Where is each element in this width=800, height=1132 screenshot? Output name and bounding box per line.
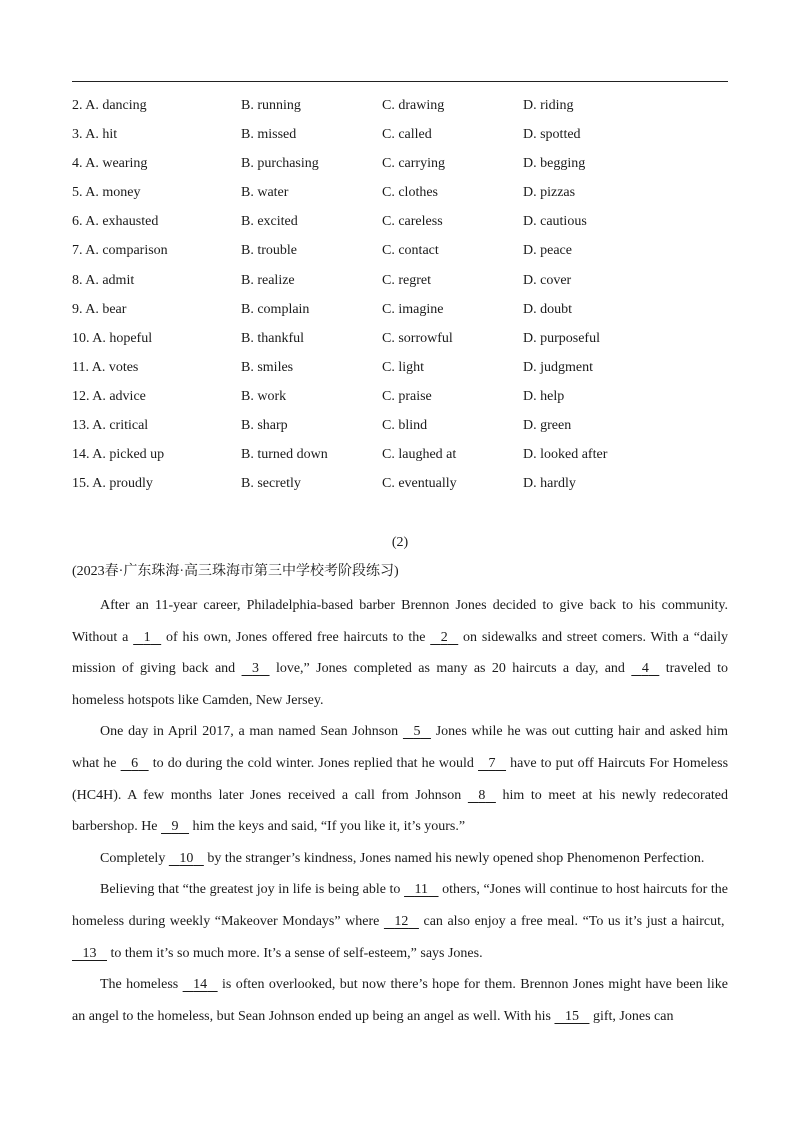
- blank-13[interactable]: 13: [82, 945, 97, 961]
- option-b[interactable]: B. running: [241, 98, 301, 113]
- passage-text: others, “Jones will continue to host haircuts for the homeless during weekly “Makeover Mondays” where: [72, 882, 729, 929]
- option-row-9: [72, 299, 728, 328]
- option-a[interactable]: 15. A. proudly: [72, 476, 153, 492]
- passage-text: love,” Jones completed as many as 20 haircuts a day, and: [275, 661, 625, 677]
- option-b[interactable]: B. excited: [241, 214, 298, 230]
- passage-text: The homeless: [100, 977, 179, 993]
- header-rule: [72, 81, 728, 82]
- option-d[interactable]: D. cover: [523, 272, 572, 288]
- blank-5[interactable]: 5: [413, 724, 421, 740]
- option-b[interactable]: B. purchasing: [241, 156, 319, 172]
- passage-text: can also enjoy a free meal. “To us it’s just a haircut,: [423, 913, 725, 929]
- option-c[interactable]: C. carrying: [382, 156, 445, 172]
- option-c[interactable]: C. clothes: [382, 185, 438, 201]
- option-d[interactable]: D. judgment: [523, 359, 593, 375]
- blank-1[interactable]: 1: [143, 629, 151, 645]
- passage-text: is often overlooked, but now there’s hope for them. Brennon Jones might have been like an angel to the homeless, but Sean Johnson ended up being an angel as well. With his: [72, 977, 728, 1024]
- option-row-13: [72, 415, 728, 444]
- passage-text: have to put off Haircuts For Homeless (HC4H). A few months later Jones received a call from Johnson: [72, 755, 729, 803]
- option-b[interactable]: B. work: [241, 388, 287, 404]
- passage-text: Believing that “the greatest joy in life is being able to: [100, 882, 401, 898]
- blank-12[interactable]: 12: [394, 913, 409, 929]
- blank-4[interactable]: 4: [641, 661, 649, 677]
- blank-11[interactable]: 11: [414, 882, 429, 898]
- option-c[interactable]: C. called: [382, 127, 432, 143]
- passage-text: of his own, Jones offered free haircuts to the: [165, 629, 426, 645]
- option-c[interactable]: C. drawing: [382, 98, 445, 113]
- option-row-8: [72, 270, 728, 299]
- passage-text: to do during the cold winter. Jones replied that he would: [152, 755, 474, 771]
- option-d[interactable]: D. spotted: [523, 127, 581, 143]
- passage-text: Jones while he was out cutting hair and asked him what he: [72, 724, 729, 771]
- passage-text: traveled to homeless hotspots like Camden, New Jersey.: [72, 661, 729, 708]
- option-row-5: [72, 182, 728, 211]
- option-c[interactable]: C. praise: [382, 388, 432, 404]
- option-d[interactable]: D. begging: [523, 156, 586, 172]
- option-row-2: [72, 95, 728, 124]
- option-c[interactable]: C. blind: [382, 418, 428, 434]
- option-row-15: [72, 473, 728, 502]
- cloze-passage: [72, 590, 728, 1032]
- option-b[interactable]: B. water: [241, 185, 289, 201]
- section-number: (2): [391, 535, 409, 550]
- option-b[interactable]: B. complain: [241, 301, 310, 317]
- option-a[interactable]: 10. A. hopeful: [72, 330, 153, 346]
- option-d[interactable]: D. purposeful: [523, 330, 600, 346]
- option-a[interactable]: 7. A. comparison: [72, 243, 168, 259]
- option-a[interactable]: 8. A. admit: [72, 272, 135, 288]
- blank-6[interactable]: 6: [131, 755, 139, 771]
- option-a[interactable]: 14. A. picked up: [72, 447, 165, 463]
- option-a[interactable]: 6. A. exhausted: [72, 214, 159, 230]
- passage-text: by the stranger’s kindness, Jones named his newly opened shop Phenomenon Perfection.: [207, 850, 705, 866]
- blank-15[interactable]: 15: [564, 1008, 579, 1024]
- option-d[interactable]: D. hardly: [523, 476, 576, 492]
- option-row-3: [72, 124, 728, 153]
- paragraph-4: [72, 874, 728, 969]
- option-row-7: [72, 240, 728, 269]
- option-c[interactable]: C. sorrowful: [382, 330, 453, 346]
- option-a[interactable]: 2. A. dancing: [72, 98, 147, 113]
- blank-8[interactable]: 8: [478, 787, 486, 803]
- answer-options: [72, 95, 728, 502]
- paragraph-1: [72, 590, 728, 716]
- blank-14[interactable]: 14: [193, 977, 208, 993]
- option-b[interactable]: B. trouble: [241, 243, 297, 259]
- option-c[interactable]: C. regret: [382, 272, 431, 288]
- blank-2[interactable]: 2: [440, 629, 448, 645]
- blank-9[interactable]: 9: [171, 819, 179, 835]
- option-d[interactable]: D. peace: [523, 243, 572, 259]
- source-citation: (2023春·广东珠海·高三珠海市第三中学校考阶段练习): [72, 564, 399, 579]
- option-c[interactable]: C. laughed at: [382, 447, 457, 463]
- paragraph-2: [72, 716, 728, 842]
- option-row-10: [72, 328, 728, 357]
- option-a[interactable]: 12. A. advice: [72, 388, 146, 404]
- option-b[interactable]: B. missed: [241, 127, 297, 143]
- passage-text: One day in April 2017, a man named Sean Johnson: [100, 724, 399, 740]
- option-a[interactable]: 9. A. bear: [72, 301, 127, 317]
- blank-7[interactable]: 7: [488, 755, 496, 771]
- option-a[interactable]: 11. A. votes: [72, 359, 139, 375]
- passage-text: Completely: [100, 850, 166, 866]
- option-a[interactable]: 13. A. critical: [72, 418, 149, 434]
- option-b[interactable]: B. realize: [241, 272, 295, 288]
- option-b[interactable]: B. secretly: [241, 476, 301, 492]
- option-d[interactable]: D. cautious: [523, 214, 587, 230]
- passage-text: on sidewalks and street comers. With a “daily mission of giving back and: [72, 629, 728, 677]
- passage-text: After an 11-year career, Philadelphia-based barber Brennon Jones decided to give back to his community. Without a: [72, 598, 728, 645]
- paragraph-3: [72, 843, 728, 875]
- passage-text: gift, Jones can: [592, 1008, 674, 1024]
- option-row-6: [72, 211, 728, 240]
- option-b[interactable]: B. thankful: [241, 330, 304, 346]
- option-b[interactable]: B. sharp: [241, 418, 288, 434]
- option-d[interactable]: D. looked after: [523, 447, 608, 463]
- option-a[interactable]: 3. A. hit: [72, 127, 118, 143]
- blank-10[interactable]: 10: [179, 850, 194, 866]
- option-a[interactable]: 5. A. money: [72, 185, 141, 201]
- option-b[interactable]: B. turned down: [241, 447, 328, 463]
- paragraph-5: [72, 969, 728, 1032]
- option-a[interactable]: 4. A. wearing: [72, 156, 148, 172]
- option-row-14: [72, 444, 728, 473]
- option-c[interactable]: C. careless: [382, 214, 443, 230]
- option-d[interactable]: D. green: [523, 418, 572, 434]
- option-d[interactable]: D. doubt: [523, 301, 572, 317]
- passage-text: him to meet at his newly redecorated barbershop. He: [72, 787, 729, 835]
- passage-text: him the keys and said, “If you like it, it’s yours.”: [192, 819, 466, 835]
- option-d[interactable]: D. help: [523, 388, 565, 404]
- blank-3[interactable]: 3: [252, 661, 260, 677]
- passage-text: to them it’s so much more. It’s a sense of self-esteem,” says Jones.: [110, 945, 483, 961]
- option-b[interactable]: B. smiles: [241, 359, 294, 375]
- option-row-12: [72, 386, 728, 415]
- option-c[interactable]: C. imagine: [382, 301, 444, 317]
- option-d[interactable]: D. riding: [523, 98, 574, 113]
- option-c[interactable]: C. light: [382, 359, 425, 375]
- option-c[interactable]: C. contact: [382, 243, 439, 259]
- option-row-11: [72, 357, 728, 386]
- option-row-4: [72, 153, 728, 182]
- option-c[interactable]: C. eventually: [382, 476, 457, 492]
- option-d[interactable]: D. pizzas: [523, 185, 576, 201]
